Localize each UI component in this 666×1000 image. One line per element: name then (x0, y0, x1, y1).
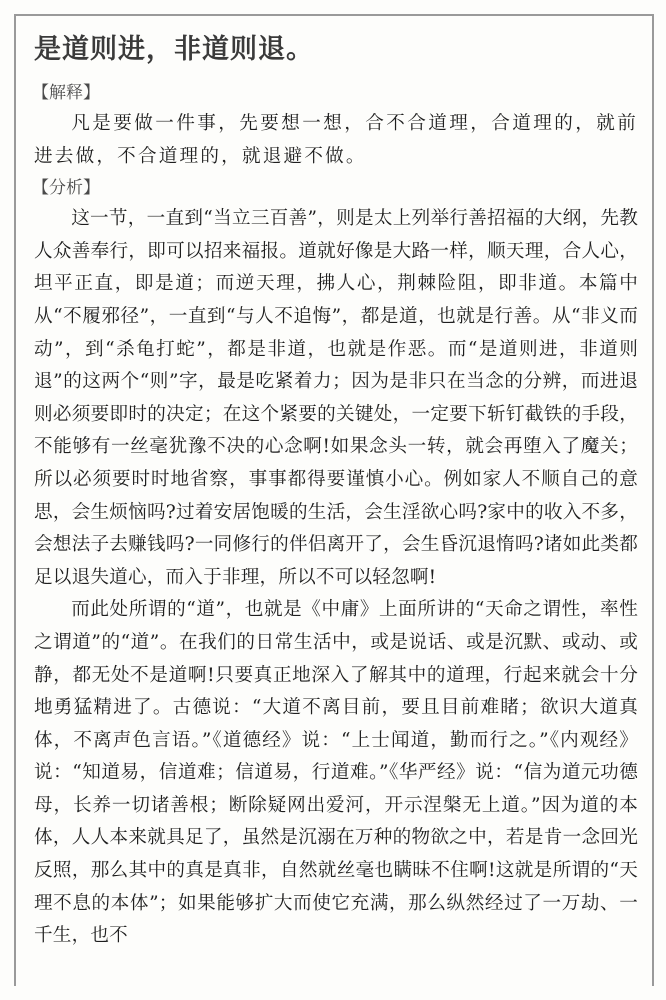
explanation-label: 【解释】 (32, 83, 100, 103)
page-border-right (652, 14, 654, 986)
page-border-left (14, 14, 16, 986)
page-title: 是道则进，非道则退。 (34, 34, 314, 65)
page-border-top (14, 14, 652, 16)
analysis-label: 【分析】 (32, 178, 100, 199)
analysis-paragraph-2: 而此处所谓的“道”，也就是《中庸》上面所讲的“天命之谓性，率性之谓道”的“道”。在我们的日常生活中，或是说话、或是沉默、或动、或静，都无处不是道啊!只要真正地深入了解其中的道理，行起来就会十分地勇猛精进了。古德说：“大道不离目前，要且目前难睹；欲识大道真体，不离声色言语。”《道德经》说：“上士闻道，勤而行之。”《内观经》说：“知道易，信道难；信道易，行道难。”《华严经》说：“信为道元功德母，长养一切诸善根；断除疑网出爱河，开示涅槃无上道。”因为道的本体，人人本来就具足了，虽然是沉溺在万种的物欲之中，若是肯一念回光反照，那么其中的真是真非，自然就丝毫也瞒昧不住啊!这就是所谓的“天理不息的本体”；如果能够扩大而使它充满，那么纵然经过了一万劫、一千生，也不 (34, 599, 638, 947)
explanation-paragraph: 凡是要做一件事，先要想一想，合不合道理，合道理的，就前进去做，不合道理的，就退避不做。 (34, 113, 638, 167)
analysis-paragraph-1: 这一节，一直到“当立三百善”，则是太上列举行善招福的大纲，先教人众善奉行，即可以招来福报。道就好像是大路一样，顺天理，合人心，坦平正直，即是道；而逆天理，拂人心，荆棘险阻，即非道。本篇中从“不履邪径”，一直到“与人不追悔”，都是道，也就是行善。从“非义而动”，到“杀龟打蛇”，都是非道，也就是作恶。而“是道则进，非道则退”的这两个“则”字，最是吃紧着力；因为是非只在当念的分辨，而进退则必须要即时的决定；在这个紧要的关键处，一定要下斩钉截铁的手段，不能够有一丝毫犹豫不决的心念啊!如果念头一转，就会再堕入了魔关；所以必须要时时地省察，事事都得要谨慎小心。例如家人不顺自己的意思，会生烦恼吗?过着安居饱暖的生活，会生淫欲心吗?家中的收入不多，会想法子去赚钱吗?一同修行的伴侣离开了，会生昏沉退惰吗?诸如此类都足以退失道心，而入于非理，所以不可以轻忽啊! (34, 208, 638, 588)
page-content (34, 28, 638, 953)
